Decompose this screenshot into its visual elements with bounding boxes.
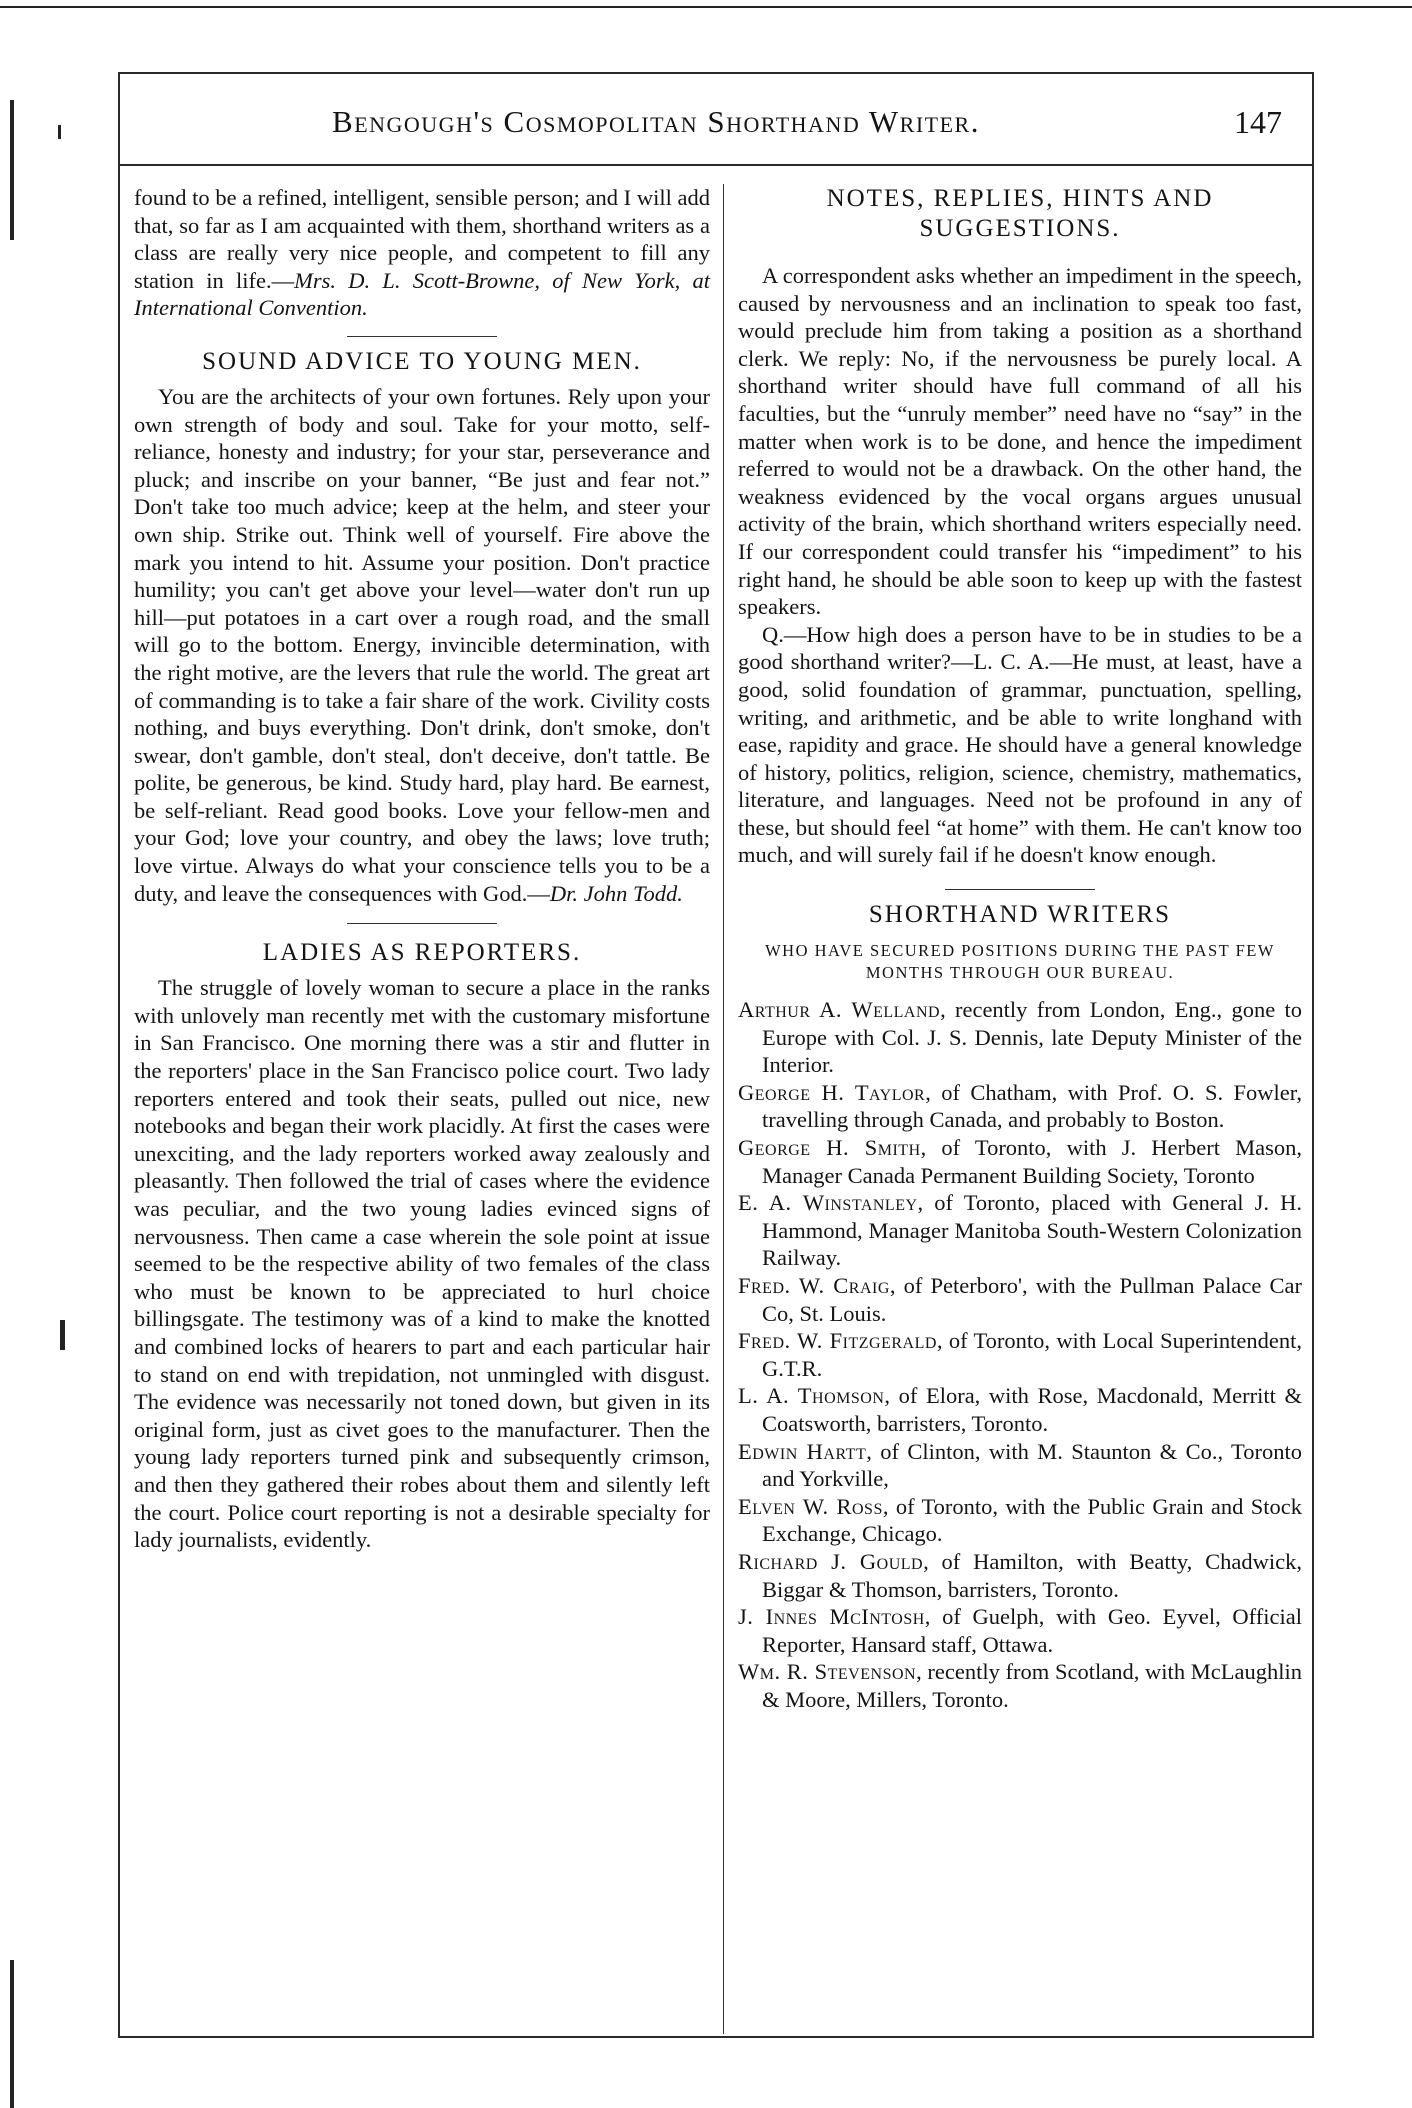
writer-details: , of Elora, with Rose, Macdonald, Merritt & Coatsworth, barristers, Toronto. <box>762 1383 1303 1436</box>
binding-mark <box>10 1960 14 2108</box>
writer-name: J. Innes McIntosh <box>738 1604 925 1630</box>
writer-name: E. A. Winstanley <box>738 1190 918 1216</box>
list-item <box>738 996 1302 1079</box>
list-item <box>738 1134 1302 1189</box>
writer-name: L. A. Thomson <box>738 1383 885 1409</box>
writer-name: Fred. W. Fitzgerald <box>738 1328 937 1354</box>
writer-name: Richard J. Gould <box>738 1548 924 1574</box>
writer-name: George H. Taylor <box>738 1079 926 1105</box>
writer-name: Wm. R. Stevenson <box>738 1659 917 1685</box>
left-column <box>134 184 710 1554</box>
margin-tick <box>58 125 61 139</box>
writer-details: , recently from London, Eng., gone to Europe with Col. J. S. Dennis, late Deputy Minister of the Interior. <box>762 997 1302 1078</box>
writer-details: , of Toronto, with the Public Grain and Stock Exchange, Chicago. <box>762 1493 1302 1547</box>
section-rule <box>347 336 497 337</box>
column-divider <box>723 184 724 2034</box>
margin-tick <box>60 1320 65 1350</box>
writer-name: Arthur A. Welland <box>738 997 941 1023</box>
writer-details: , of Toronto, with J. Herbert Mason, Manager Canada Permanent Building Society, Toronto <box>762 1135 1302 1188</box>
writers-subtitle: WHO HAVE SECURED POSITIONS DURING THE PAST FEW MONTHS THROUGH OUR BUREAU. <box>765 941 1275 983</box>
writer-details: , of Guelph, with Geo. Eyvel, Official Reporter, Hansard staff, Ottawa. <box>762 1604 1302 1657</box>
writer-details: , of Clinton, with M. Staunton & Co., Toronto and Yorkville, <box>762 1438 1302 1492</box>
continuation-paragraph <box>134 184 710 322</box>
binding-mark <box>10 100 14 240</box>
sound-advice-attribution: Dr. John Todd. <box>549 880 683 906</box>
writer-details: , of Hamilton, with Beatty, Chadwick, Biggar & Thomson, barristers, Toronto. <box>762 1548 1302 1602</box>
ladies-body: The struggle of lovely woman to secure a place in the ranks with unlovely man recently met with the customary misfortune in San Francisco. One morning there was a stir and flutter in the reporters' place in the San Francisco police court. Two lady reporters entered and took their seats, pulled out nice, new notebooks and began their work placidly. At first the cases were unexciting, and the lady reporters worked away zealously and pleasantly. Then followed the trial of cases where the evidence was peculiar, and the two young ladies evinced signs of nervousness. Then came a case wherein the sole point at issue seemed to be the respective ability of two females of the class who must be known to be appreciated to hurl choice billingsgate. The testimony was of a kind to make the knotted and combined locks of hearers to part and each particular hair to stand on end with trepidation, not unmingled with disgust. The evidence was necessarily not toned down, but given in its original form, just as civet goes to the manufacturer. Then the young lady reporters turned pink and subsequently crimson, and then they gathered their robes about them and silently left the court. Police court reporting is not a desirable specialty for lady journalists, evidently. <box>134 975 710 1553</box>
list-item <box>738 1658 1302 1713</box>
section-title-sound-advice: SOUND ADVICE TO YOUNG MEN. <box>202 347 642 375</box>
writer-name: Fred. W. Craig <box>738 1273 890 1298</box>
list-item <box>738 1189 1302 1272</box>
writer-details: , of Toronto, placed with General J. H. Hammond, Manager Manitoba South-Western Colonization Railway. <box>762 1190 1302 1271</box>
continuation-text: found to be a refined, intelligent, sensible person; and I will add that, so far as I am acquainted with them, shorthand writers as a class are really very nice people, and competent to fill any station in life.— <box>134 185 710 293</box>
section-title-writers: SHORTHAND WRITERS <box>868 901 1172 929</box>
list-item <box>738 1493 1302 1548</box>
right-column <box>738 184 1302 1714</box>
writer-details: , of Peterboro', with the Pullman Palace Car Co, St. Louis. <box>762 1273 1302 1326</box>
page-number: 147 <box>1234 104 1282 140</box>
list-item <box>738 1548 1302 1603</box>
writer-details: , of Chatham, with Prof. O. S. Fowler, travelling through Canada, and probably to Boston. <box>762 1079 1302 1133</box>
section-rule <box>347 923 497 924</box>
list-item <box>738 1603 1302 1658</box>
page-frame <box>118 72 1314 2038</box>
section-title-ladies: LADIES AS REPORTERS. <box>262 939 582 967</box>
list-item <box>738 1438 1302 1493</box>
notes-paragraph-2: Q.—How high does a person have to be in studies to be a good shorthand writer?—L. C. A.—He must, at least, have a good, solid foundation of grammar, punctuation, spelling, writing, and arithmetic, and be able to write longhand with ease, rapidity and grace. He should have a general knowledge of history, politics, religion, science, chemistry, mathematics, literature, and languages. Need not be profound in any of these, but should feel “at home” with them. He can't know too much, and will surely fail if he doesn't know enough. <box>738 621 1302 868</box>
page-header <box>120 74 1312 166</box>
writer-name: Edwin Hartt <box>738 1438 867 1464</box>
writers-list <box>738 996 1302 1713</box>
list-item <box>738 1272 1302 1327</box>
section-title-notes: NOTES, REPLIES, HINTS AND SUGGESTIONS. <box>826 185 1214 242</box>
section-rule <box>945 889 1095 890</box>
writer-details: , recently from Scotland, with McLaughlin & Moore, Millers, Toronto. <box>762 1659 1302 1712</box>
list-item <box>738 1079 1302 1134</box>
writer-name: Elven W. Ross <box>738 1493 883 1519</box>
list-item <box>738 1382 1302 1437</box>
writer-details: , of Toronto, with Local Superintendent, G.T.R. <box>762 1328 1302 1381</box>
writer-name: George H. Smith <box>738 1135 921 1161</box>
running-title: Bengough's Cosmopolitan Shorthand Writer. <box>332 104 980 139</box>
notes-paragraph-1: A correspondent asks whether an impediment in the speech, caused by nervousness and an inclination to speak too fast, would preclude him from taking a position as a shorthand clerk. We reply: No, if the nervousness be purely local. A shorthand writer should have full command of all his faculties, but the “unruly member” need have no “say” in the matter when work is to be done, and hence the impediment referred to would not be a drawback. On the other hand, the weakness evidenced by the vocal organs argues unusual activity of the brain, which shorthand writers especially need. If our correspondent could transfer his “impediment” to his right hand, he should be able soon to keep up with the fastest speakers. <box>738 263 1302 620</box>
continuation-attribution: Mrs. D. L. Scott-Browne, of New York, at International Convention. <box>134 267 710 321</box>
list-item <box>738 1327 1302 1382</box>
sound-advice-body <box>134 383 710 907</box>
sound-advice-text: You are the architects of your own fortunes. Rely upon your own strength of body and soul. Take for your motto, self-reliance, honesty and industry; for your star, perseverance and pluck; and inscribe on your banner, “Be just and fear not.” Don't take too much advice; keep at the helm, and steer your own ship. Strike out. Think well of yourself. Fire above the mark you intend to hit. Assume your position. Don't practice humility; you can't get above your level—water don't run up hill—put potatoes in a cart over a rough road, and the small will go to the bottom. Energy, invincible determination, with the right motive, are the levers that rule the world. The great art of commanding is to take a fair share of the work. Civility costs nothing, and buys everything. Don't drink, don't smoke, don't swear, don't gamble, don't steal, don't deceive, don't tattle. Be polite, be generous, be kind. Study hard, play hard. Be earnest, be self-reliant. Read good books. Love your fellow-men and your God; love your country, and obey the laws; love truth; love virtue. Always do what your conscience tells you to be a duty, and leave the consequences with God.— <box>134 383 710 906</box>
scan-top-edge <box>0 0 1412 8</box>
